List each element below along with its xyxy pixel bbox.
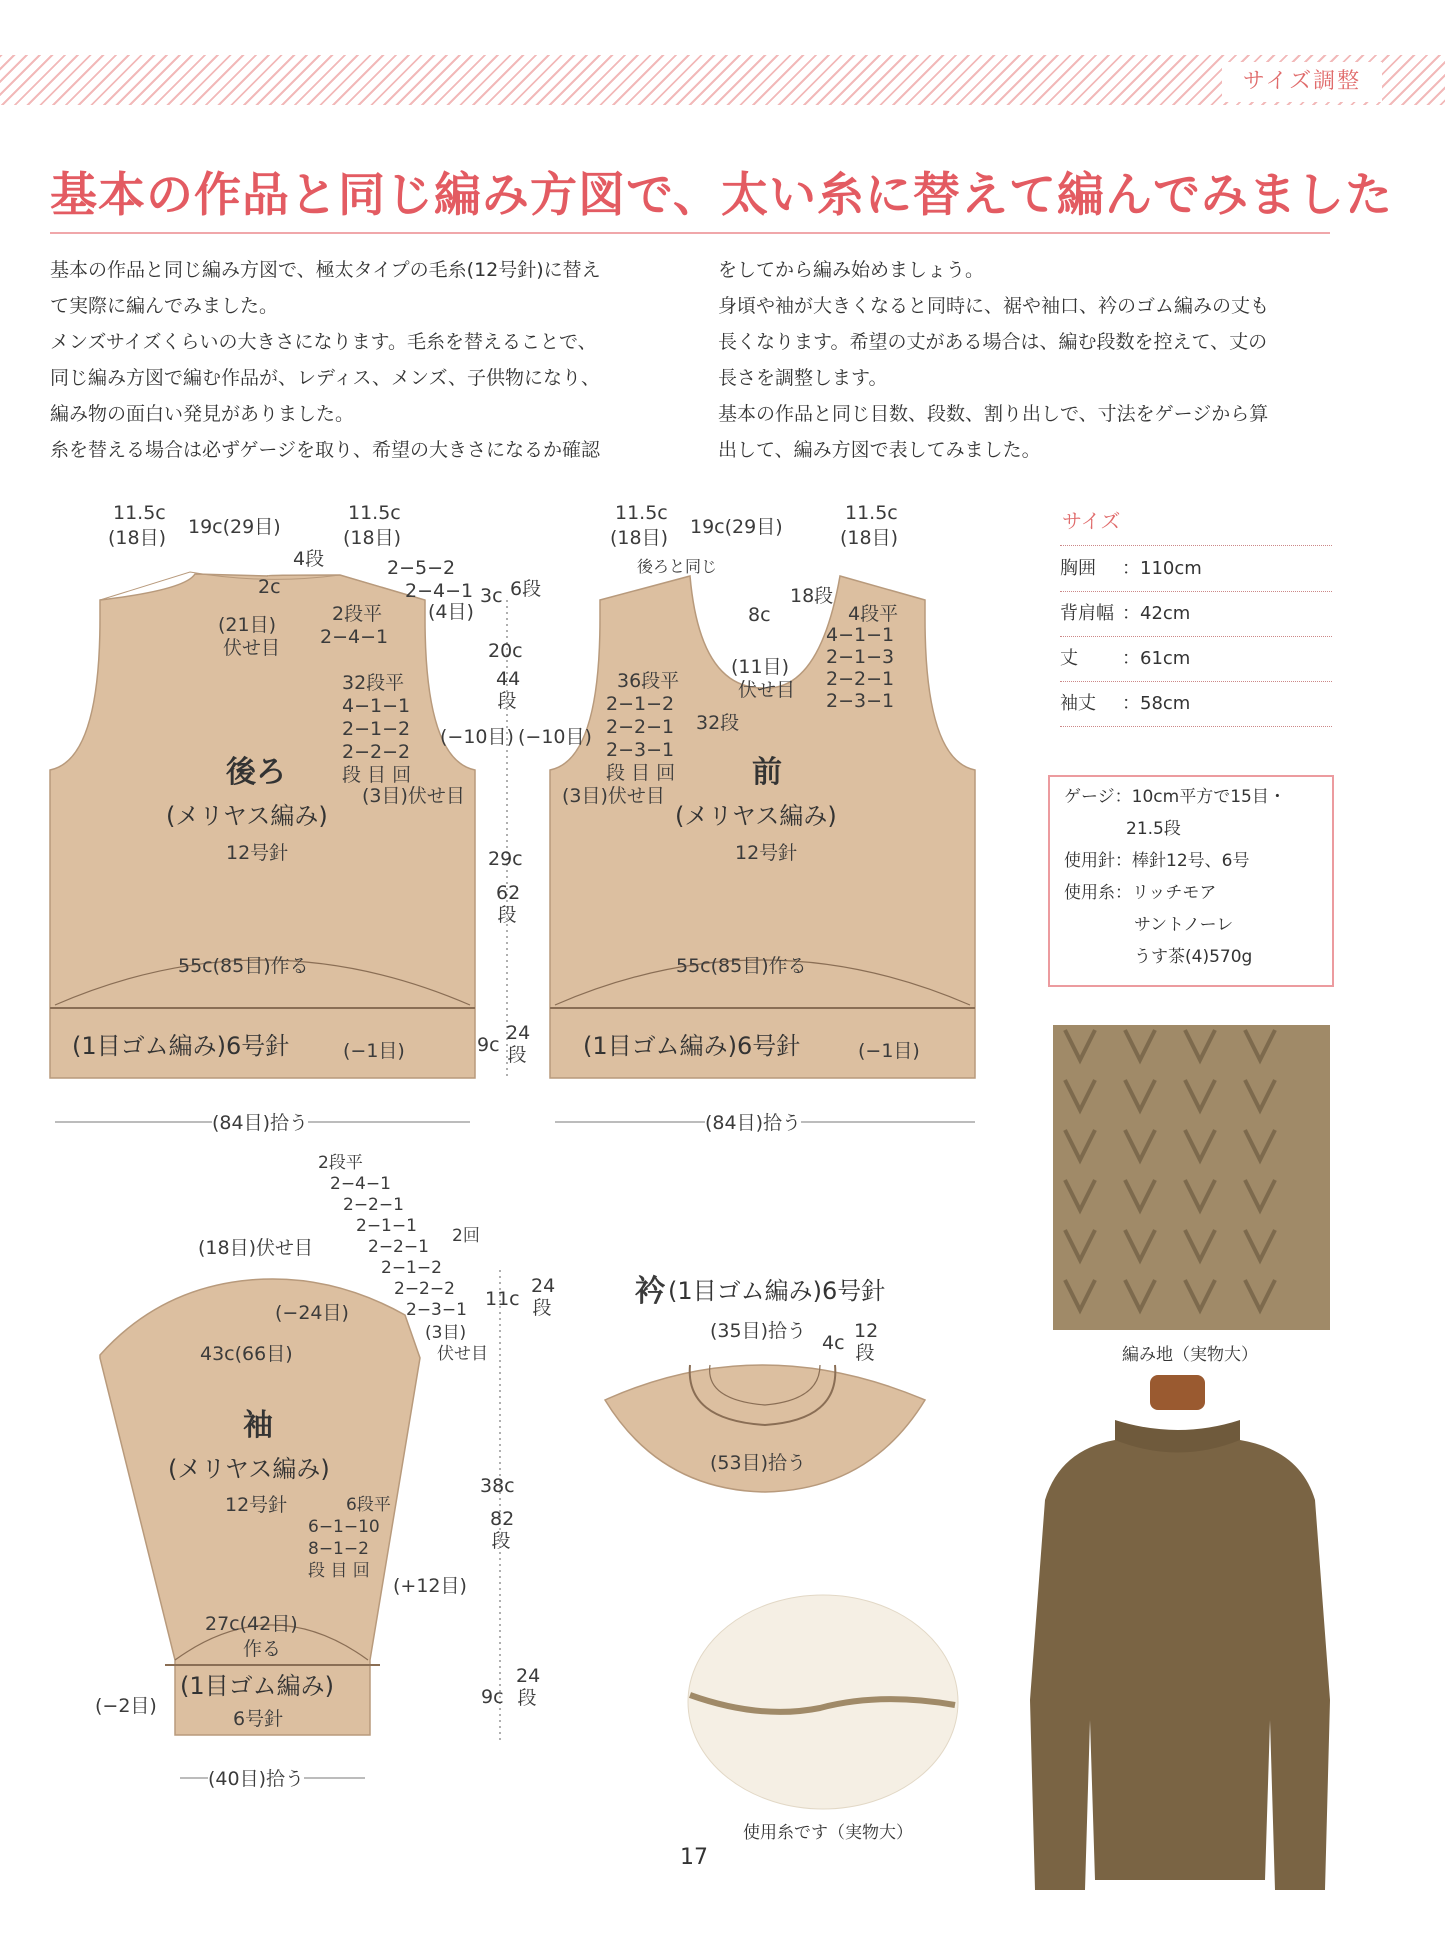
front-armhole: 2−3−1 <box>606 739 675 761</box>
intro-line: 基本の作品と同じ目数、段数、割り出しで、寸法をゲージから算 <box>718 403 1269 425</box>
sleeve-pickup: (40目)拾う <box>208 1768 305 1790</box>
armhole-rows: 44段 <box>496 668 521 712</box>
sleeve-inc: 8−1−2 <box>308 1539 369 1559</box>
rib-rows: 24段 <box>506 1022 531 1066</box>
sleeve-cap-dec: 2段平 <box>318 1153 363 1173</box>
front-armhole: 36段平 <box>617 670 680 692</box>
sleeve-rib-dec: (−2目) <box>95 1695 157 1717</box>
size-key: 袖丈 <box>1060 693 1096 714</box>
sleeve-cap-bo: (3目) <box>425 1323 467 1343</box>
size-row <box>1060 682 1332 727</box>
sleeve-cap-dec: 2−3−1 <box>406 1300 467 1320</box>
size-value: ：42cm <box>1122 603 1191 624</box>
size-value: ：110cm <box>1122 558 1202 579</box>
gauge-line: ゲージ：10cm平方で15目・ <box>1064 787 1286 807</box>
gauge-box <box>1048 775 1334 987</box>
intro-line: 身頃や袖が大きくなると同時に、裾や袖口、衿のゴム編みの丈も <box>718 295 1270 317</box>
size-row <box>1060 637 1332 682</box>
section-tab: サイズ調整 <box>1222 62 1382 102</box>
size-row <box>1060 547 1332 592</box>
back-pickup: (84目)拾う <box>212 1112 309 1134</box>
front-neck-dec: 2−2−1 <box>826 668 895 690</box>
sleeve-inc: 6段平 <box>346 1495 391 1515</box>
size-value: ：61cm <box>1122 648 1191 669</box>
sleeve-cap-bo: 伏せ目 <box>437 1344 488 1364</box>
intro-line: 編み物の面白い発見がありました。 <box>50 403 355 425</box>
back-name: 後ろ <box>226 755 286 790</box>
sleeve-width: 43c(66目) <box>200 1343 293 1365</box>
size-value: ：58cm <box>1122 693 1191 714</box>
back-neck-width: 2c <box>258 576 281 598</box>
sleeve-rib-height: 9c <box>481 1686 504 1708</box>
sleeve-length-rows: 82段 <box>490 1508 515 1552</box>
front-neck-dec: 2−1−3 <box>826 646 895 668</box>
gauge-line: サントノーレ <box>1134 915 1234 935</box>
front-neck-dec: 4段平 <box>848 603 899 625</box>
back-needle: 12号針 <box>226 842 289 864</box>
front-armhole: 段 目 回 <box>606 762 676 784</box>
back-shoulder: 2段平 <box>332 603 383 625</box>
collar-height: 4c <box>822 1332 845 1354</box>
back-top-right-st: (18目) <box>343 527 402 549</box>
sleeve-inc: 6−1−10 <box>308 1517 380 1537</box>
gauge-line: うす茶(4)570g <box>1134 947 1253 967</box>
front-top-right-st: (18目) <box>840 527 899 549</box>
back-cast-on: 55c(85目)作る <box>178 955 309 977</box>
swatch-caption: 編み地（実物大） <box>1122 1345 1258 1365</box>
yarn-caption: 使用糸です（実物大） <box>743 1823 913 1843</box>
front-top-left: 11.5c <box>615 502 668 524</box>
back-rib-dec: (−1目) <box>343 1040 405 1062</box>
sleeve-cast-on: 27c(42目) <box>205 1613 298 1635</box>
sleeve-cap-dec: 2−2−1 <box>368 1237 429 1257</box>
back-stitch: (メリヤス編み) <box>166 802 328 830</box>
intro-line: 糸を替える場合は必ずゲージを取り、希望の大きさになるか確認 <box>50 439 601 461</box>
front-armhole: 2−1−2 <box>606 693 675 715</box>
back-armhole-bo: (3目)伏せ目 <box>362 785 465 807</box>
back-armhole: 4−1−1 <box>342 695 411 717</box>
front-pickup: (84目)拾う <box>705 1112 802 1134</box>
sleeve-cap-dec: 2−1−2 <box>381 1258 442 1278</box>
front-armhole: 2−2−1 <box>606 716 675 738</box>
back-top-left: 11.5c <box>113 502 166 524</box>
sleeve-rib-needle: 6号針 <box>233 1708 284 1730</box>
collar-pickup: (53目)拾う <box>710 1452 807 1474</box>
sweater-photo <box>1030 1375 1330 1890</box>
collar-title-rest: (1目ゴム編み)6号針 <box>668 1277 886 1305</box>
sleeve-cap-dec: 2−2−2 <box>394 1279 455 1299</box>
sleeve-cap-rows: 24段 <box>531 1275 556 1319</box>
sleeve-repeat: 2回 <box>452 1226 480 1246</box>
back-neck-dec: 2−5−2 <box>387 557 456 579</box>
intro-line: メンズサイズくらいの大きさになります。毛糸を替えることで、 <box>50 331 597 353</box>
sleeve-cap-dec: 2−2−1 <box>343 1195 404 1215</box>
gauge-line: 使用糸：リッチモア <box>1064 883 1217 903</box>
front-cast-on: 55c(85目)作る <box>676 955 807 977</box>
page-title: 基本の作品と同じ編み方図で、太い糸に替えて編んでみました <box>50 168 1394 223</box>
front-name: 前 <box>752 755 782 790</box>
sleeve-inc-total: (+12目) <box>393 1575 467 1597</box>
sleeve-cast-on: 作る <box>243 1638 282 1660</box>
back-neck-rise: 3c <box>480 585 503 607</box>
back-neck-dec: (4目) <box>428 601 474 623</box>
sleeve-name: 袖 <box>243 1408 273 1443</box>
sleeve-cap-height: 11c <box>485 1288 520 1310</box>
intro-line: 同じ編み方図で編む作品が、レディス、メンズ、子供物になり、 <box>50 367 601 389</box>
front-top-right: 11.5c <box>845 502 898 524</box>
intro-line: をしてから編み始めましょう。 <box>718 259 985 281</box>
collar-title-main: 衿 <box>635 1274 665 1309</box>
intro-line: 長さを調整します。 <box>718 367 888 389</box>
intro-line: 基本の作品と同じ編み方図で、極太タイプの毛糸(12号針)に替え <box>50 259 601 281</box>
back-armhole: 32段平 <box>342 672 405 694</box>
size-heading: サイズ <box>1062 509 1121 533</box>
sleeve-cap-dec-total: (−24目) <box>275 1302 349 1324</box>
front-armhole-dec: (−10目) <box>518 726 592 748</box>
back-center: (21目) <box>218 614 277 636</box>
front-top-mid: 19c(29目) <box>690 516 783 538</box>
size-key: 胸囲 <box>1060 558 1096 579</box>
rib-height: 9c <box>477 1034 500 1056</box>
intro-line: 長くなります。希望の丈がある場合は、編む段数を控えて、丈の <box>718 331 1268 353</box>
size-row <box>1060 592 1332 637</box>
front-center: 伏せ目 <box>738 679 796 701</box>
intro-line: て実際に編んでみました。 <box>50 295 279 317</box>
front-rib: (1目ゴム編み)6号針 <box>583 1032 801 1060</box>
size-divider <box>1060 545 1332 546</box>
body-height: 29c <box>488 848 523 870</box>
gauge-line: 使用針：棒針12号、6号 <box>1064 851 1250 871</box>
front-neck-dec: 4−1−1 <box>826 624 895 646</box>
sleeve-stitch: (メリヤス編み) <box>168 1455 330 1483</box>
intro-line: 出して、編み方図で表してみました。 <box>718 439 1041 461</box>
front-center: (11目) <box>731 656 790 678</box>
page-number: 17 <box>680 1845 708 1870</box>
back-armhole: 2−2−2 <box>342 741 411 763</box>
front-neck-rows: 18段 <box>790 585 834 607</box>
front-rib-dec: (−1目) <box>858 1040 920 1062</box>
sleeve-cap-dec: 2−4−1 <box>330 1174 391 1194</box>
sleeve-needle: 12号針 <box>225 1494 288 1516</box>
front-neck-dec: 2−3−1 <box>826 690 895 712</box>
front-armhole-rows: 32段 <box>696 712 740 734</box>
back-shoulder: 2−4−1 <box>320 626 389 648</box>
front-armhole-bo: (3目)伏せ目 <box>562 785 665 807</box>
sleeve-inc: 段 目 回 <box>308 1561 370 1581</box>
front-top-left-st: (18目) <box>610 527 669 549</box>
back-top-left-st: (18目) <box>108 527 167 549</box>
collar-height-rows: 12段 <box>854 1320 879 1364</box>
front-neck-depth: 8c <box>748 604 771 626</box>
back-armhole: 段 目 回 <box>342 764 412 786</box>
back-top-right: 11.5c <box>348 502 401 524</box>
size-key: 背肩幅 <box>1060 603 1114 624</box>
front-same-as-back: 後ろと同じ <box>637 557 718 576</box>
back-armhole: 2−1−2 <box>342 718 411 740</box>
back-center: 伏せ目 <box>223 637 281 659</box>
back-neck-rise-rows: 6段 <box>510 578 542 600</box>
back-neck-dec: 2−4−1 <box>405 580 474 602</box>
collar-top: (35目)拾う <box>710 1320 807 1342</box>
body-rows: 62段 <box>496 882 521 926</box>
armhole-height: 20c <box>488 640 523 662</box>
sleeve-length: 38c <box>480 1475 515 1497</box>
sleeve-rib: (1目ゴム編み) <box>180 1672 334 1700</box>
sleeve-cap-dec: 2−1−1 <box>356 1216 417 1236</box>
back-neck-rows: 4段 <box>293 548 325 570</box>
sleeve-top-bo: (18目)伏せ目 <box>198 1237 314 1259</box>
back-armhole-dec: (−10目) <box>440 726 514 748</box>
front-stitch: (メリヤス編み) <box>675 802 837 830</box>
front-needle: 12号針 <box>735 842 798 864</box>
size-key: 丈 <box>1060 648 1078 669</box>
back-rib: (1目ゴム編み)6号針 <box>72 1032 290 1060</box>
gauge-line: 21.5段 <box>1126 819 1181 839</box>
sleeve-rib-rows: 24段 <box>516 1665 541 1709</box>
back-top-mid: 19c(29目) <box>188 516 281 538</box>
